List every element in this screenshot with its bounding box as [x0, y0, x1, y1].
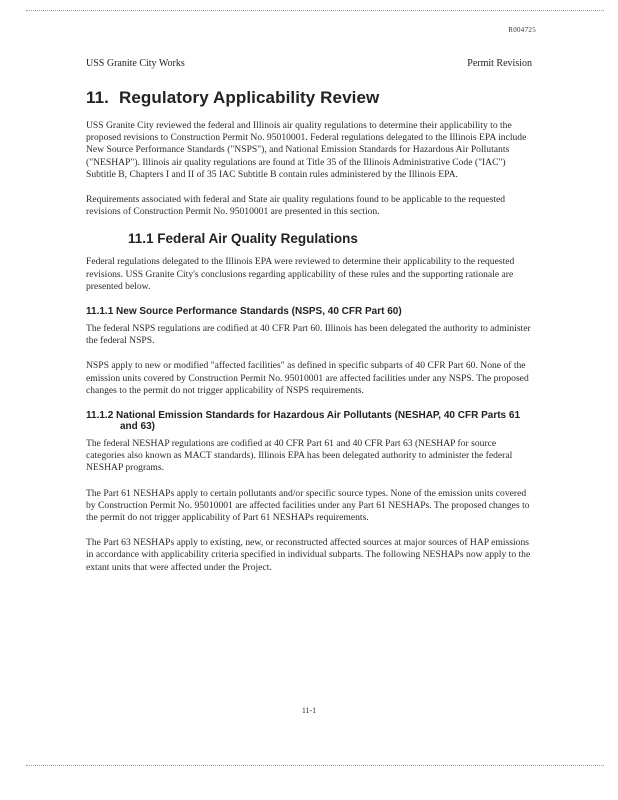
nsps-paragraph-2: NSPS apply to new or modified "affected facilities" as defined in specific subparts of 40 CFR Part 60. None of the emission units covered by Construction Permit No. 95010001 are affected facilities under any NSPS. The proposed changes to the permit do not trigger applicability of NSPS requirements.: [86, 360, 529, 396]
neshap-paragraph-2: The Part 61 NESHAPs apply to certain pollutants and/or specific source types. None of the emission units covered by Construction Permit No. 95010001 are affected facilities under any Part 61 NESHAPs. The proposed changes to the permit do not trigger applicability of Part 61 NESHAPs requirements.: [86, 487, 530, 524]
document-id: R004725: [508, 26, 536, 34]
page-content: [86, 88, 532, 587]
header-company: USS Granite City Works: [86, 58, 185, 69]
header-document-type: Permit Revision: [467, 58, 532, 69]
section-intro-paragraph-2: Requirements associated with federal and State air quality regulations found to be applicable to the requested revisions of Construction Permit No. 95010001 are presented in this section.: [86, 194, 506, 218]
neshap-paragraph-3: The Part 63 NESHAPs apply to existing, new, or reconstructed affected sources at major sources of HAP emissions in accordance with applicability criteria specified in individual subparts. The following NESHAPs now apply to the extant units that were affected under the Project.: [86, 537, 531, 573]
section-heading: [86, 88, 532, 108]
top-dotted-border: [26, 10, 604, 11]
subsection-heading: 11.1 Federal Air Quality Regulations: [128, 231, 358, 247]
subsection-intro-paragraph: Federal regulations delegated to the Illinois EPA were reviewed to determine their applicability to the requested revisions. USS Granite City's conclusions regarding applicability of these rules and the supporting rationale are presented below.: [86, 256, 515, 292]
section-number: 11.: [86, 88, 109, 107]
bottom-dotted-border: [26, 765, 604, 766]
page-number: 11-1: [301, 706, 317, 715]
section-intro-paragraph-1: USS Granite City reviewed the federal and Illinois air quality regulations to determine their applicability to the proposed revisions to Construction Permit No. 95010001. Federal regulations delegated to the Illinois EPA include New Source Performance Standards ("NSPS"), and National Emission Standards for Hazardous Air Pollutants ("NESHAP"). Illinois air quality regulations are found at Title 35 of the Illinois Administrative Code ("IAC") Subtitle B, Chapters I and II of 35 IAC Subtitle B contain rules administered by the Illinois EPA.: [86, 120, 527, 180]
neshap-paragraph-1: The federal NESHAP regulations are codified at 40 CFR Part 61 and 40 CFR Part 63 (NESHAP for source categories also known as MACT standards). Illinois EPA has been delegated authority to administer the federal NESHAP programs.: [86, 438, 513, 474]
nsps-heading: 11.1.1 New Source Performance Standards (NSPS, 40 CFR Part 60): [86, 306, 402, 318]
nsps-paragraph-1: The federal NSPS regulations are codified at 40 CFR Part 60. Illinois has been delegated the authority to administer the federal NSPS.: [86, 323, 531, 347]
neshap-heading: 11.1.2 National Emission Standards for Hazardous Air Pollutants (NESHAP, 40 CFR Parts 61 and 63): [86, 410, 521, 433]
section-title: Regulatory Applicability Review: [119, 88, 380, 107]
